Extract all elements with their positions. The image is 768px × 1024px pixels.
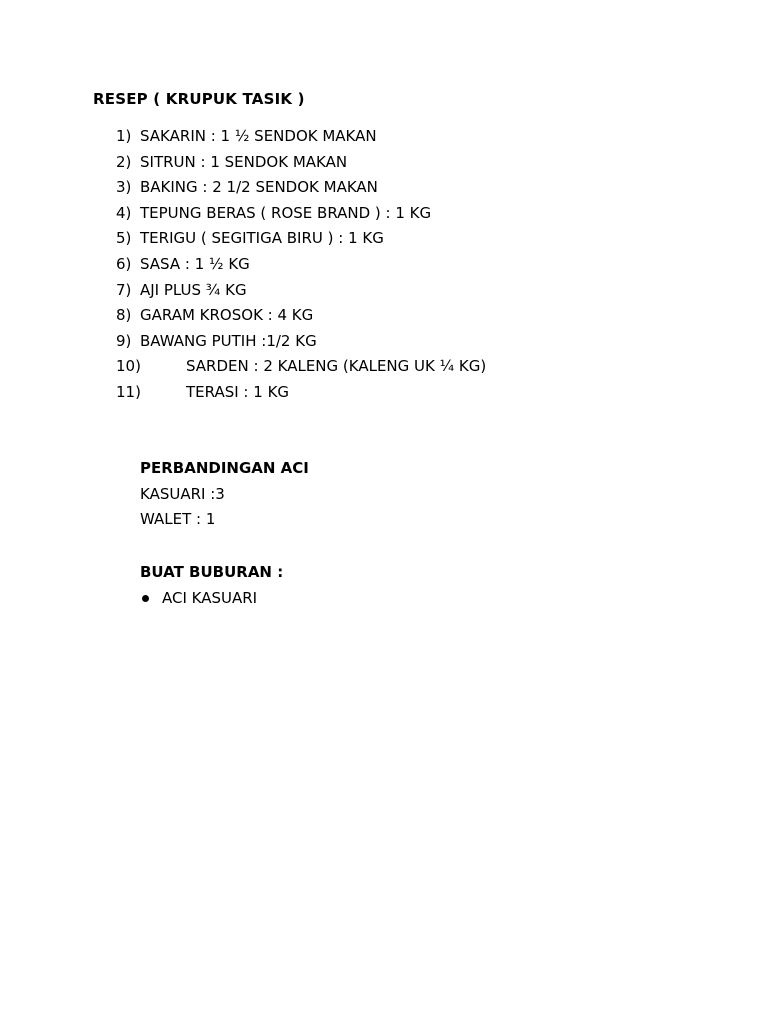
ingredient-text: BAWANG PUTIH :1/2 KG [140,331,317,350]
ingredient-text: SITRUN : 1 SENDOK MAKAN [140,152,348,171]
ingredient-text: SAKARIN : 1 ½ SENDOK MAKAN [140,127,377,145]
ingredient-text: TEPUNG BERAS ( ROSE BRAND ) : 1 KG [140,203,432,222]
ingredient-number: 8) [116,306,132,325]
perbandingan-line: WALET : 1 [140,510,216,529]
ingredient-number: 11) [116,382,141,401]
ingredient-number: 3) [116,178,132,197]
bullet-item [140,586,283,612]
ingredient-text: BAKING : 2 1/2 SENDOK MAKAN [140,178,378,197]
ingredient-number: 4) [116,203,132,222]
ingredient-number: 6) [116,254,132,273]
bubur-section [140,560,283,611]
bullet-icon [142,595,149,602]
ingredient-number: 9) [116,331,132,350]
ingredient-number: 10) [116,357,141,376]
bubur-heading: BUAT BUBURAN : [140,563,284,581]
perbandingan-section [140,456,309,533]
ingredient-number: 5) [116,229,132,248]
ingredient-number: 1) [116,127,132,145]
perbandingan-line: KASUARI :3 [140,484,225,503]
perbandingan-heading: PERBANDINGAN ACI [140,459,309,477]
ingredient-text: TERASI : 1 KG [186,382,290,401]
ingredient-text: GARAM KROSOK : 4 KG [140,306,314,325]
ingredient-text: AJI PLUS ¾ KG [140,280,247,299]
ingredient-text: SARDEN : 2 KALENG (KALENG UK ¼ KG) [186,357,487,376]
ingredient-number: 7) [116,280,132,299]
recipe-title: RESEP ( KRUPUK TASIK ) [93,90,305,108]
bullet-text: ACI KASUARI [162,588,258,607]
ingredient-number: 2) [116,152,132,171]
ingredient-text: SASA : 1 ½ KG [140,254,250,273]
ingredient-text: TERIGU ( SEGITIGA BIRU ) : 1 KG [140,229,384,248]
